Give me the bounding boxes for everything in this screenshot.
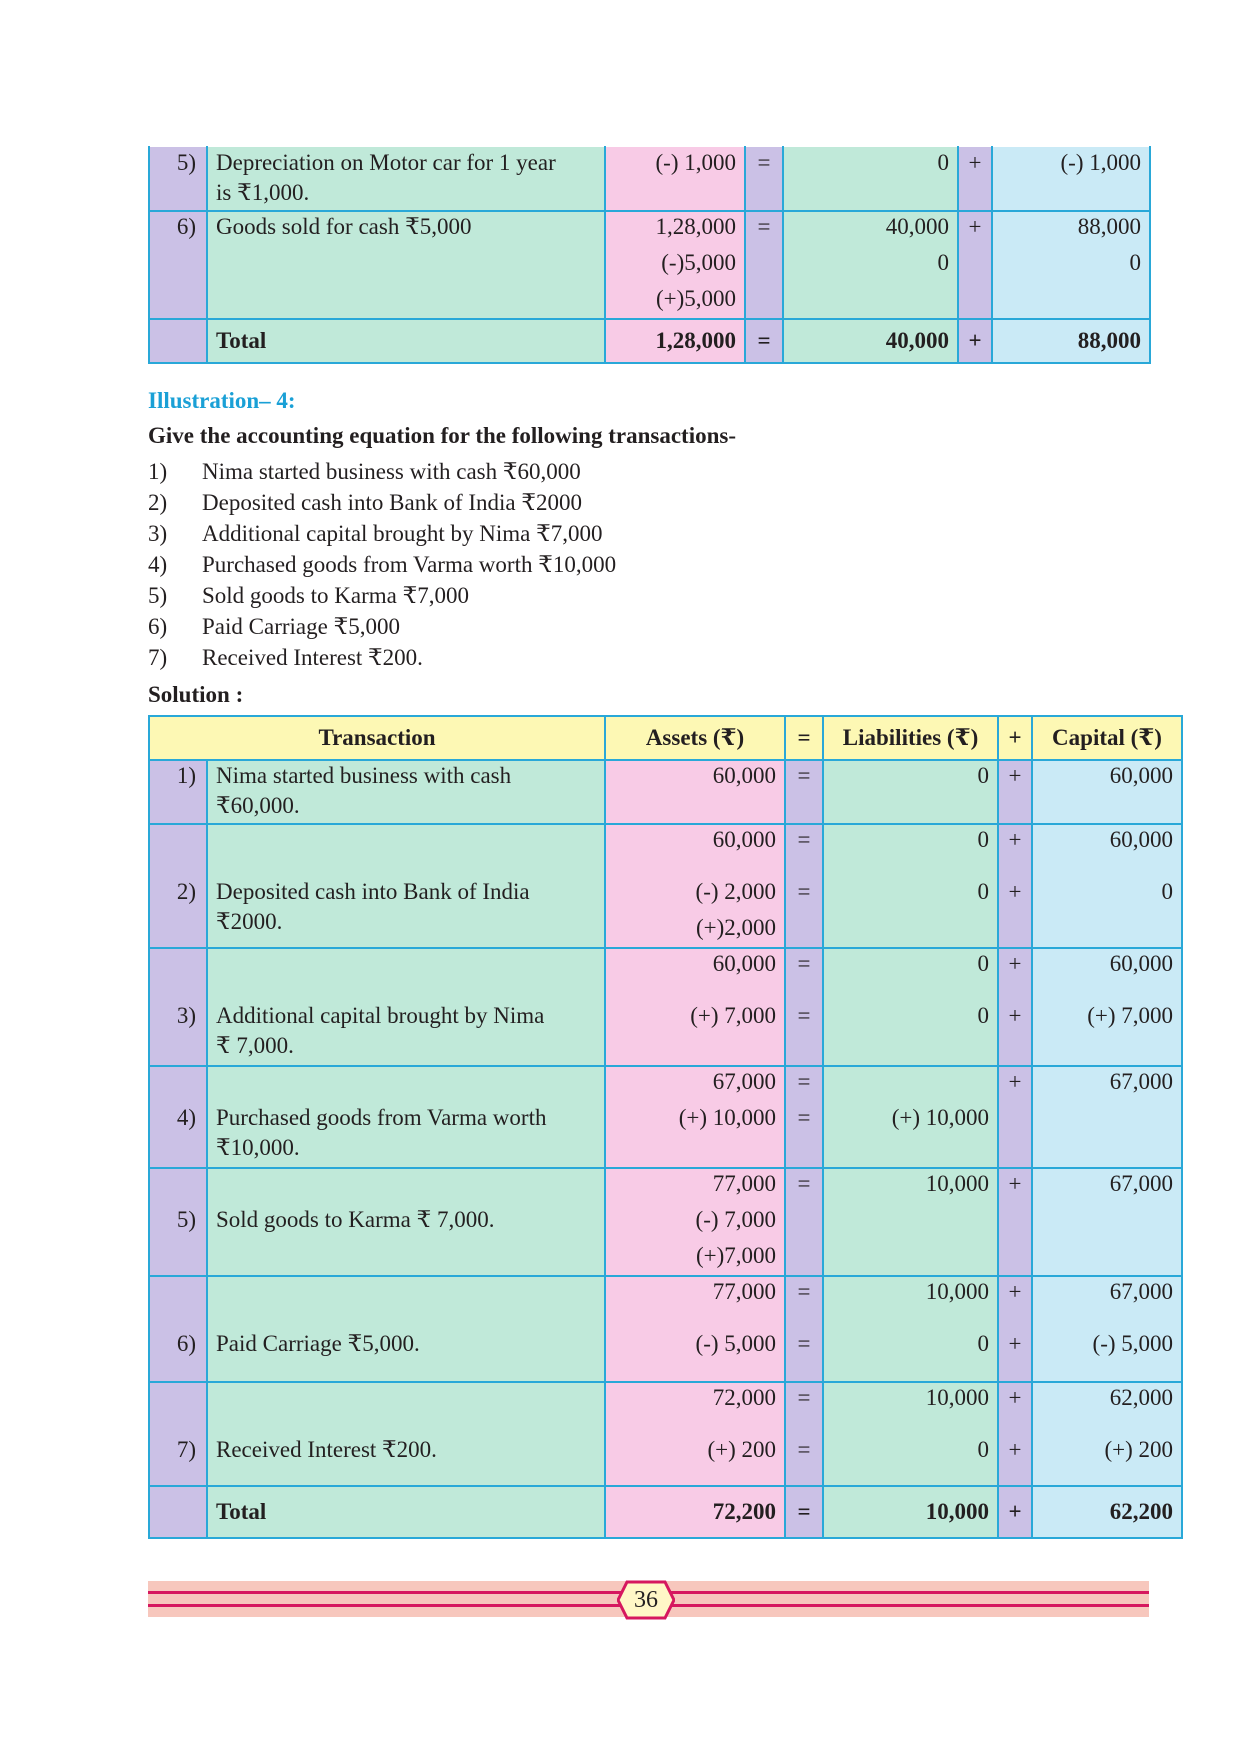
equals-sign: = = [785, 824, 823, 948]
equals-sign: = [785, 1168, 823, 1276]
solution-label: Solution : [148, 682, 244, 707]
equals-sign: = = [785, 1066, 823, 1168]
capital-cell: 88,000 0 [992, 211, 1150, 319]
liabilities-cell: 10,000 [823, 1168, 998, 1276]
row-number: 3) [149, 948, 207, 1066]
equals-sign: = [745, 319, 783, 363]
assets-cell: (-) 1,000 [605, 147, 745, 211]
assets-cell: 1,28,000 (-)5,000 (+)5,000 [605, 211, 745, 319]
assets-cell: 67,000 (+) 10,000 [605, 1066, 785, 1168]
row-number: 2) [149, 824, 207, 948]
total-liabilities: 40,000 [783, 319, 958, 363]
liabilities-cell: 0 0 [823, 948, 998, 1066]
solution-equation-table [148, 715, 1183, 1539]
list-item: 4) Purchased goods from Varma worth ₹10,000 [148, 552, 617, 577]
list-item: 5) Sold goods to Karma ₹7,000 [148, 583, 469, 608]
assets-cell: 60,000 [605, 760, 785, 824]
row-number-empty [149, 319, 207, 363]
header-equals: = [785, 716, 823, 760]
capital-cell: 60,000 [1032, 760, 1182, 824]
total-row [149, 319, 1150, 363]
capital-cell: 60,000 0 [1032, 824, 1182, 948]
plus-sign: + [998, 760, 1032, 824]
equals-sign: = [785, 1486, 823, 1538]
transaction-list [148, 456, 1048, 673]
plus-sign: + [958, 211, 992, 319]
list-item: 7) Received Interest ₹200. [148, 645, 423, 670]
question-text: Give the accounting equation for the following transactions- [148, 423, 736, 448]
transaction-text: Received Interest ₹200. [207, 1382, 605, 1486]
row-number: 5) [149, 147, 207, 211]
continued-equation-table [148, 146, 1151, 364]
equals-sign: = [745, 211, 783, 319]
table-row [149, 1168, 1182, 1276]
equals-sign: = = [785, 1382, 823, 1486]
capital-cell: 67,000 [1032, 1168, 1182, 1276]
header-capital: Capital (₹) [1032, 716, 1182, 760]
assets-cell: 60,000 (-) 2,000 (+)2,000 [605, 824, 785, 948]
row-number: 6) [149, 211, 207, 319]
table-row [149, 1276, 1182, 1382]
total-liabilities: 10,000 [823, 1486, 998, 1538]
capital-cell: (-) 1,000 [992, 147, 1150, 211]
transaction-text: Additional capital brought by Nima ₹ 7,000. [207, 948, 605, 1066]
capital-cell: 60,000 (+) 7,000 [1032, 948, 1182, 1066]
header-transaction: Transaction [149, 716, 605, 760]
row-number-empty [149, 1486, 207, 1538]
table-row [149, 1382, 1182, 1486]
table-row [149, 948, 1182, 1066]
list-item: 6) Paid Carriage ₹5,000 [148, 614, 400, 639]
list-item: 2) Deposited cash into Bank of India ₹2000 [148, 490, 583, 515]
transaction-text: Deposited cash into Bank of India ₹2000. [207, 824, 605, 948]
total-row [149, 1486, 1182, 1538]
liabilities-cell: 40,000 0 [783, 211, 958, 319]
table-row [149, 760, 1182, 824]
list-item: 3) Additional capital brought by Nima ₹7,000 [148, 521, 603, 546]
table-row [149, 1066, 1182, 1168]
table-row [149, 824, 1182, 948]
table-row [149, 147, 1150, 211]
assets-cell: 60,000 (+) 7,000 [605, 948, 785, 1066]
row-number: 7) [149, 1382, 207, 1486]
plus-sign: + + [998, 1382, 1032, 1486]
plus-sign: + [998, 1168, 1032, 1276]
liabilities-cell: 10,000 0 [823, 1276, 998, 1382]
header-assets: Assets (₹) [605, 716, 785, 760]
table-row [149, 211, 1150, 319]
header-row [149, 716, 1182, 760]
plus-sign: + [998, 1066, 1032, 1168]
liabilities-cell: 0 0 [823, 824, 998, 948]
illustration-title: Illustration– 4: [148, 388, 296, 413]
row-number: 4) [149, 1066, 207, 1168]
plus-sign: + [958, 147, 992, 211]
plus-sign: + [958, 319, 992, 363]
transaction-text: Goods sold for cash ₹5,000 [207, 211, 605, 319]
assets-cell: 72,000 (+) 200 [605, 1382, 785, 1486]
liabilities-cell: 0 [783, 147, 958, 211]
transaction-text: Paid Carriage ₹5,000. [207, 1276, 605, 1382]
total-label: Total [207, 319, 605, 363]
header-plus: + [998, 716, 1032, 760]
page-number: 36 [634, 1587, 658, 1613]
plus-sign: + [998, 1486, 1032, 1538]
equals-sign: = = [785, 1276, 823, 1382]
liabilities-cell: 10,000 0 [823, 1382, 998, 1486]
plus-sign: + + [998, 1276, 1032, 1382]
total-assets: 1,28,000 [605, 319, 745, 363]
plus-sign: + + [998, 948, 1032, 1066]
transaction-text: Nima started business with cash ₹60,000. [207, 760, 605, 824]
total-capital: 88,000 [992, 319, 1150, 363]
plus-sign: + + [998, 824, 1032, 948]
transaction-text: Sold goods to Karma ₹ 7,000. [207, 1168, 605, 1276]
equals-sign: = [785, 760, 823, 824]
capital-cell: 67,000 (-) 5,000 [1032, 1276, 1182, 1382]
row-number: 1) [149, 760, 207, 824]
row-number: 5) [149, 1168, 207, 1276]
total-label: Total [207, 1486, 605, 1538]
liabilities-cell: 0 [823, 760, 998, 824]
transaction-text: Purchased goods from Varma worth ₹10,000. [207, 1066, 605, 1168]
assets-cell: 77,000 (-) 5,000 [605, 1276, 785, 1382]
total-capital: 62,200 [1032, 1486, 1182, 1538]
liabilities-cell: (+) 10,000 [823, 1066, 998, 1168]
capital-cell: 62,000 (+) 200 [1032, 1382, 1182, 1486]
list-item: 1) Nima started business with cash ₹60,000 [148, 459, 581, 484]
total-assets: 72,200 [605, 1486, 785, 1538]
transaction-text: Depreciation on Motor car for 1 year is ₹1,000. [207, 147, 605, 211]
assets-cell: 77,000 (-) 7,000 (+)7,000 [605, 1168, 785, 1276]
header-liabilities: Liabilities (₹) [823, 716, 998, 760]
capital-cell: 67,000 [1032, 1066, 1182, 1168]
equals-sign: = [745, 147, 783, 211]
row-number: 6) [149, 1276, 207, 1382]
equals-sign: = = [785, 948, 823, 1066]
